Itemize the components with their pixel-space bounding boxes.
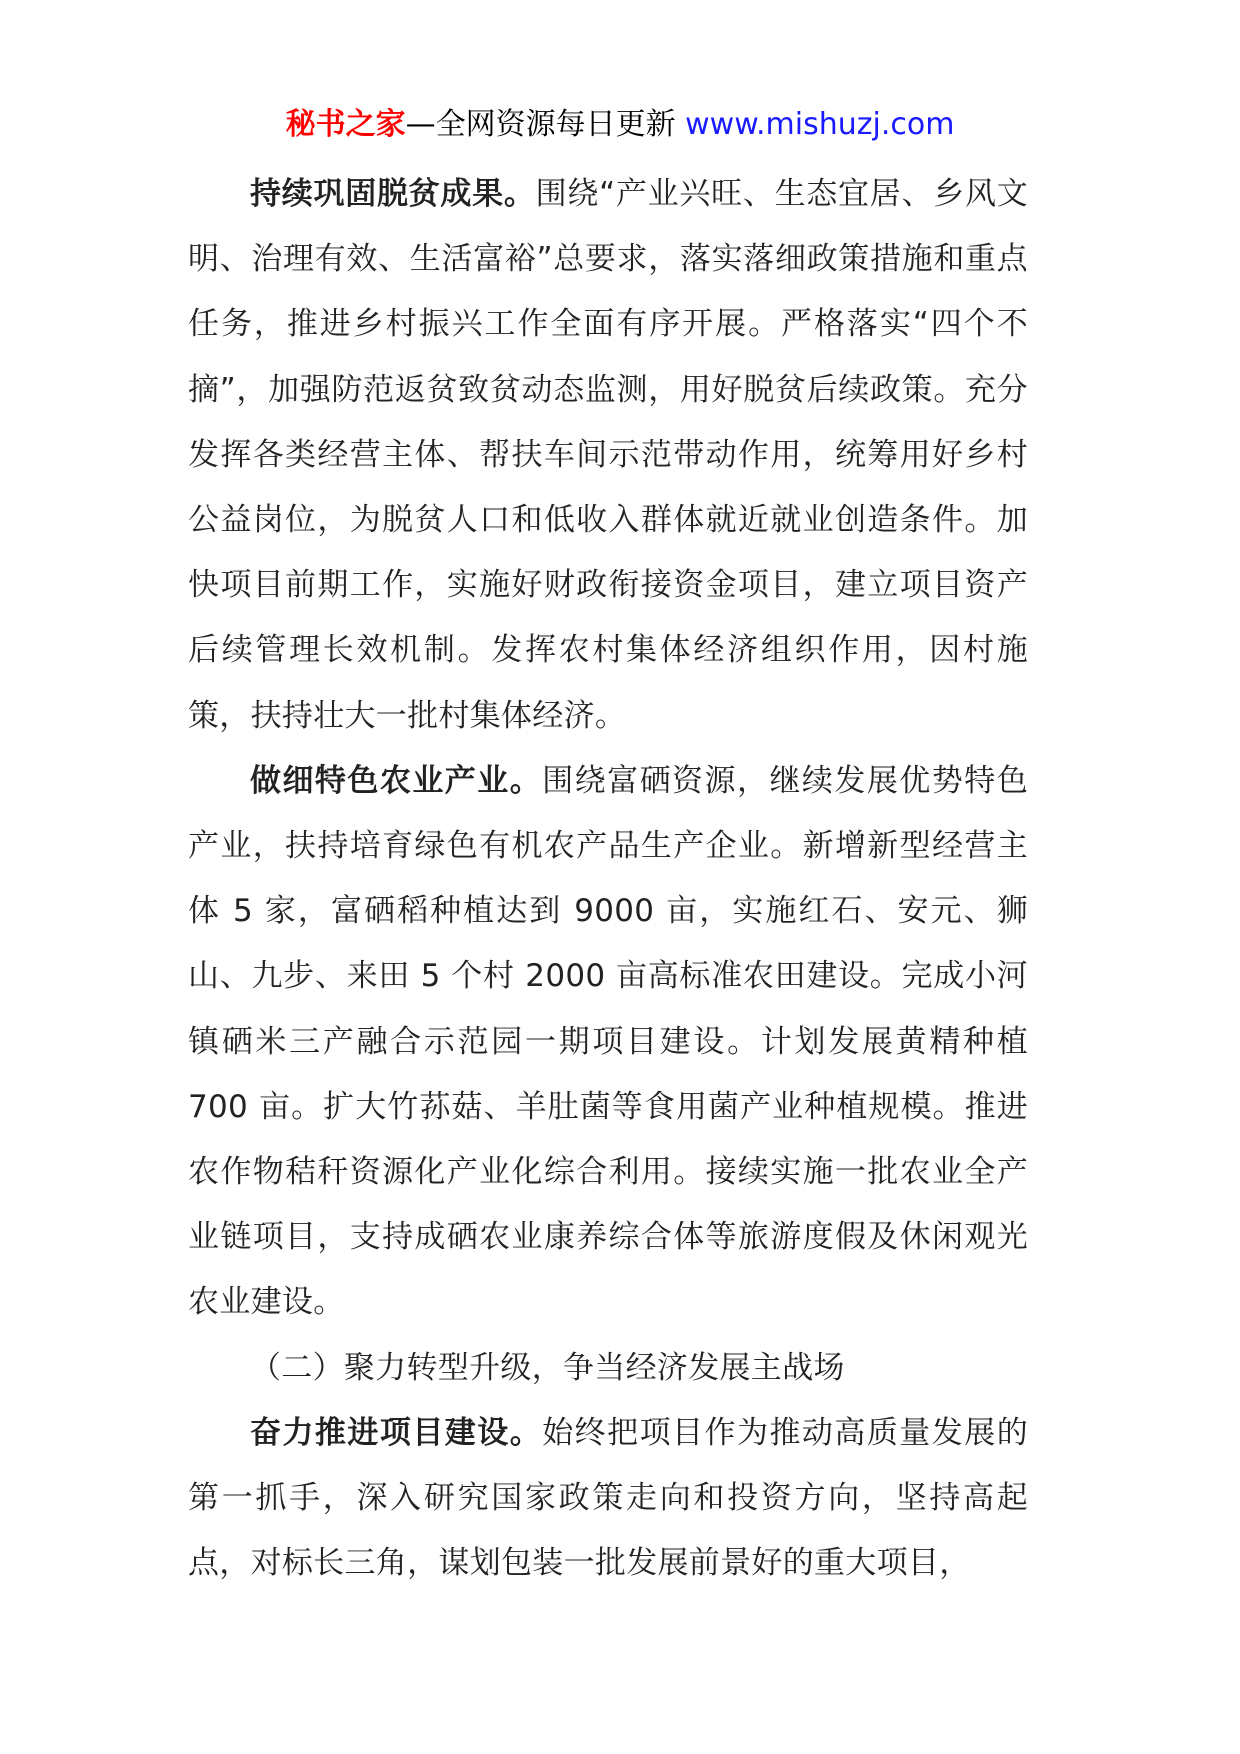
document-body (188, 162, 1028, 1596)
section-heading (188, 1336, 1028, 1401)
site-brand: 秘书之家 (285, 107, 406, 142)
site-header (0, 103, 1240, 147)
paragraph-lead: 做细特色农业产业。 (250, 762, 543, 799)
paragraph-poverty-consolidation (188, 162, 1028, 749)
paragraph-specialty-agriculture (188, 749, 1028, 1336)
paragraph-text: 围绕富硒资源，继续发展优势特色产业，扶持培育绿色有机农产品生产企业。新增新型经营主体 5 家，富硒稻种植达到 9000 亩，实施红石、安元、狮山、九步、来田 5 个村 2000 亩高标准农田建设。完成小河镇硒米三产融合示范园一期项目建设。计划发展黄精种植 700 亩。扩大竹荪菇、羊肚菌等食用菌产业种植规模。推进农作物秸秆资源化产业化综合利用。接续实施一批农业全产业链项目，支持成硒农业康养综合体等旅游度假及休闲观光农业建设。 (188, 762, 1028, 1321)
section-heading-text: （二）聚力转型升级，争当经济发展主战场 (250, 1349, 845, 1386)
site-url-link[interactable]: www.mishuzj.com (685, 107, 955, 142)
paragraph-project-construction (188, 1401, 1028, 1597)
paragraph-text: 围绕“产业兴旺、生态宜居、乡风文明、治理有效、生活富裕”总要求，落实落细政策措施和重点任务，推进乡村振兴工作全面有序开展。严格落实“四个不摘”，加强防范返贫致贫动态监测，用好脱贫后续政策。充分发挥各类经营主体、帮扶车间示范带动作用，统筹用好乡村公益岗位，为脱贫人口和低收入群体就近就业创造条件。加快项目前期工作，实施好财政衔接资金项目，建立项目资产后续管理长效机制。发挥农村集体经济组织作用，因村施策，扶持壮大一批村集体经济。 (188, 176, 1029, 734)
paragraph-lead: 持续巩固脱贫成果。 (250, 176, 536, 212)
site-tagline: —全网资源每日更新 (405, 107, 676, 142)
paragraph-text: 始终把项目作为推动高质量发展的第一抓手，深入研究国家政策走向和投资方向，坚持高起点，对标长三角，谋划包装一批发展前景好的重大项目， (188, 1414, 1028, 1582)
paragraph-lead: 奋力推进项目建设。 (250, 1414, 543, 1451)
